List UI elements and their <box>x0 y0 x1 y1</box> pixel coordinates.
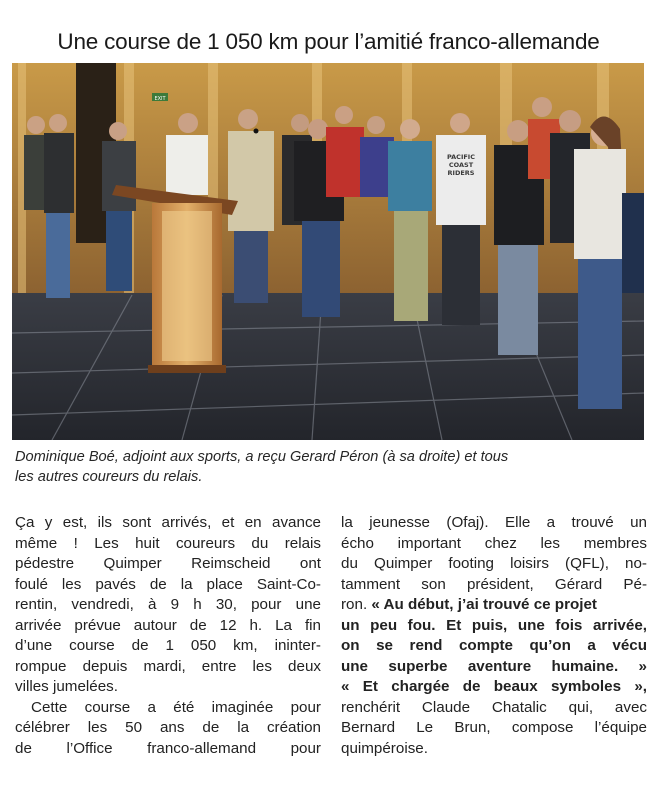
photo-caption <box>15 447 643 487</box>
text-line: renchérit Claude Chatalic qui, avec <box>341 698 647 716</box>
text-line: rentin, vendredi, à 9 h 30, pour une <box>15 596 321 613</box>
quote-run: « Au début, j’ai trouvé ce projet <box>371 596 597 613</box>
text-line: pédestre Quimper Reimscheid ont <box>15 555 321 572</box>
text-run: ron. <box>341 596 372 613</box>
text-line: Bernard Le Brun, compose l’équipe <box>341 719 647 736</box>
text-line: quimpéroise. <box>341 739 428 757</box>
text-line: célébrer les 50 ans de la création <box>15 719 321 736</box>
text-line: écho important chez les membres <box>341 534 647 552</box>
shirt-print-line-3: RIDERS <box>447 169 475 177</box>
text-line: villes jumelées. <box>15 678 118 695</box>
text-line: la jeunesse (Ofaj). Elle a trouvé un <box>341 514 647 531</box>
article-column-left <box>15 513 321 759</box>
text-line: arrivée prévue autour de 12 h. La fin <box>15 616 321 634</box>
shirt-print-line-1: PACIFIC <box>446 153 476 161</box>
text-line: Ça y est, ils sont arrivés, et en avance <box>15 514 321 531</box>
quote-line: une superbe aventure humaine. » <box>341 657 647 675</box>
group-photo-illustration <box>12 63 644 440</box>
text-line: foulé les pavés de la place Saint-Co- <box>15 575 321 593</box>
text-line: tamment son président, Gérard Pé- <box>341 575 647 593</box>
text-line: Cette course a été imaginée pour <box>31 698 321 716</box>
shirt-print-line-2: COAST <box>448 161 474 169</box>
quote-line: un peu fou. Et puis, une fois arrivée, <box>341 616 647 634</box>
caption-line: Dominique Boé, adjoint aux sports, a reçu Gerard Péron (à sa droite) et tous <box>15 449 509 465</box>
text-line: de l’Office franco-allemand pour <box>15 739 321 757</box>
text-line: du Quimper footing loisirs (QFL), no- <box>341 555 647 572</box>
text-line: même ! Les huit coureurs du relais <box>15 534 321 552</box>
article-column-right <box>341 513 647 759</box>
caption-line: les autres coureurs du relais. <box>15 469 203 485</box>
quote-line: on se rend compte qu’on a vécu <box>341 637 647 654</box>
text-line <box>341 595 647 616</box>
text-line: d’une course de 1 050 km, ininter- <box>15 637 321 654</box>
article-headline: Une course de 1 050 km pour l’amitié franco-allemande <box>57 29 600 55</box>
quote-line: « Et chargée de beaux symboles », <box>341 678 647 695</box>
article-photo <box>12 63 644 440</box>
exit-sign: EXIT <box>154 96 166 102</box>
text-line: rompue depuis mardi, entre les deux <box>15 657 321 675</box>
